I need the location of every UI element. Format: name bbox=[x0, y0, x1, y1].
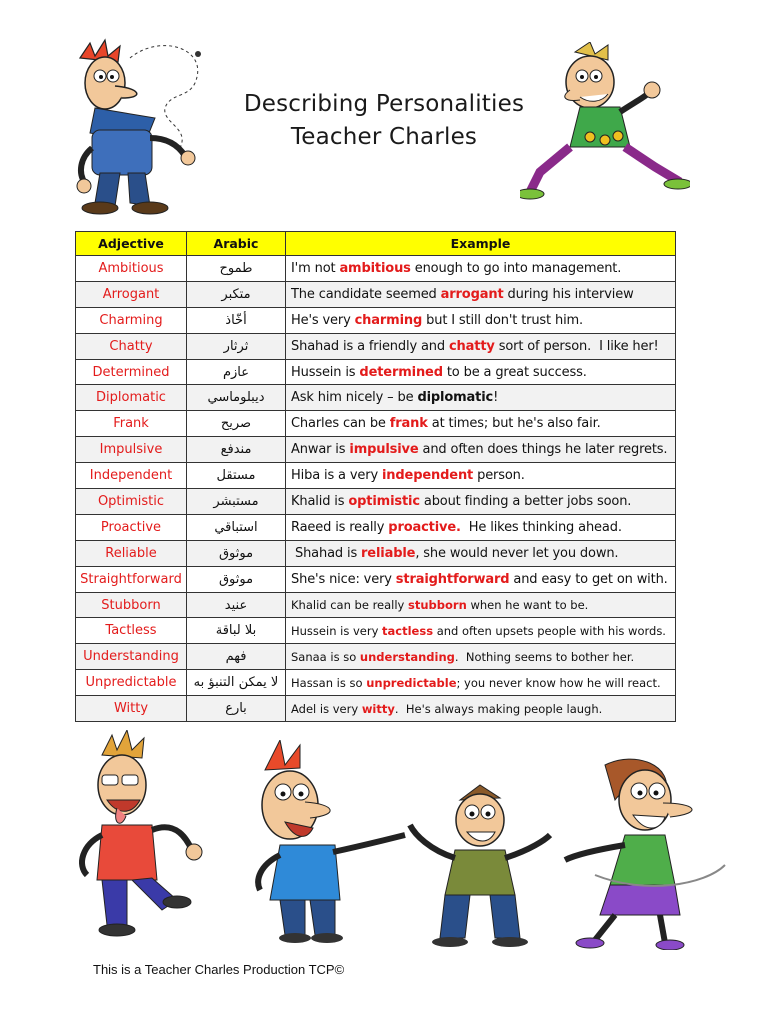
cartoon-shrugging-man-illustration bbox=[405, 780, 555, 950]
adjective-cell: Chatty bbox=[76, 333, 187, 359]
example-cell bbox=[286, 437, 676, 463]
table-row bbox=[76, 437, 676, 463]
example-text-after: but I still don't trust him. bbox=[422, 312, 584, 328]
example-text-before: I'm not bbox=[291, 260, 340, 276]
example-text-before: Raeed is really bbox=[291, 519, 389, 535]
adjective-cell: Ambitious bbox=[76, 256, 187, 282]
example-text-after: sort of person. I like her! bbox=[494, 338, 659, 354]
example-text-before: Adel is very bbox=[291, 701, 362, 716]
example-text-after: and easy to get on with. bbox=[509, 571, 668, 587]
example-cell bbox=[286, 644, 676, 670]
example-cell bbox=[286, 359, 676, 385]
adjective-cell: Diplomatic bbox=[76, 385, 187, 411]
example-text-before: Charles can be bbox=[291, 416, 390, 432]
table-row bbox=[76, 281, 676, 307]
table-row bbox=[76, 411, 676, 437]
adjective-cell: Straightforward bbox=[76, 566, 187, 592]
example-text-before: Sanaa is so bbox=[291, 649, 360, 664]
example-cell bbox=[286, 281, 676, 307]
table-header-row bbox=[76, 232, 676, 256]
example-text-before: The candidate seemed bbox=[291, 286, 441, 302]
cartoon-laughing-woman-illustration bbox=[555, 755, 735, 950]
table-row bbox=[76, 359, 676, 385]
table-row bbox=[76, 514, 676, 540]
example-text-after: . Nothing seems to bother her. bbox=[454, 649, 635, 664]
table-row bbox=[76, 333, 676, 359]
arabic-cell: ثرثار bbox=[187, 333, 286, 359]
example-keyword: impulsive bbox=[349, 442, 419, 458]
example-text-before: Hassan is so bbox=[291, 675, 367, 690]
example-text-after: and often upsets people with his words. bbox=[433, 623, 666, 638]
example-cell bbox=[286, 333, 676, 359]
example-text-before: She's nice: very bbox=[291, 571, 396, 587]
arabic-cell: فهم bbox=[187, 644, 286, 670]
example-text-after: , she would never let you down. bbox=[415, 545, 619, 561]
table-row bbox=[76, 644, 676, 670]
example-keyword: optimistic bbox=[348, 493, 420, 509]
column-header-arabic: Arabic bbox=[187, 232, 286, 256]
arabic-cell: لا يمكن التنبؤ به bbox=[187, 670, 286, 696]
table-row bbox=[76, 463, 676, 489]
example-text-after: ; you never know how he will react. bbox=[456, 675, 661, 690]
example-keyword: witty bbox=[361, 701, 395, 716]
example-text-after: He likes thinking ahead. bbox=[460, 519, 622, 535]
example-text-after: about finding a better jobs soon. bbox=[419, 493, 632, 509]
example-keyword: ambitious bbox=[339, 260, 411, 276]
arabic-cell: صريح bbox=[187, 411, 286, 437]
table-row bbox=[76, 489, 676, 515]
arabic-cell: أخّاذ bbox=[187, 307, 286, 333]
arabic-cell: مندفع bbox=[187, 437, 286, 463]
example-text-before: Hiba is a very bbox=[291, 468, 382, 484]
table-row bbox=[76, 566, 676, 592]
example-cell bbox=[286, 566, 676, 592]
example-keyword: unpredictable bbox=[366, 675, 457, 690]
adjective-cell: Witty bbox=[76, 696, 187, 722]
arabic-cell: عازم bbox=[187, 359, 286, 385]
example-text-before: Hussein is very bbox=[291, 623, 383, 638]
column-header-example: Example bbox=[286, 232, 676, 256]
example-text-after: to be a great success. bbox=[442, 364, 587, 380]
adjective-cell: Understanding bbox=[76, 644, 187, 670]
adjective-cell: Impulsive bbox=[76, 437, 187, 463]
arabic-cell: بارع bbox=[187, 696, 286, 722]
adjective-cell: Charming bbox=[76, 307, 187, 333]
example-text-after: person. bbox=[473, 468, 525, 484]
example-keyword: chatty bbox=[448, 338, 495, 354]
adjective-cell: Proactive bbox=[76, 514, 187, 540]
example-text-before: Shahad is bbox=[291, 545, 362, 561]
example-text-after: and often does things he later regrets. bbox=[418, 442, 668, 458]
adjective-cell: Optimistic bbox=[76, 489, 187, 515]
example-cell bbox=[286, 385, 676, 411]
example-text-before: Khalid is bbox=[291, 493, 349, 509]
arabic-cell: ديبلوماسي bbox=[187, 385, 286, 411]
example-text-before: Khalid can be really bbox=[291, 598, 409, 613]
example-keyword: determined bbox=[359, 364, 443, 380]
table-body bbox=[76, 256, 676, 722]
footer-credit: This is a Teacher Charles Production TCP© bbox=[93, 962, 345, 977]
adjective-cell: Arrogant bbox=[76, 281, 187, 307]
table-row bbox=[76, 540, 676, 566]
example-text-after: enough to go into management. bbox=[410, 260, 622, 276]
example-cell bbox=[286, 307, 676, 333]
arabic-cell: موثوق bbox=[187, 566, 286, 592]
title-line-2: Teacher Charles bbox=[290, 124, 478, 150]
example-keyword: straightforward bbox=[395, 571, 510, 587]
example-keyword: understanding bbox=[359, 649, 455, 664]
cartoon-laughing-man-illustration bbox=[62, 730, 222, 945]
example-text-after: . He's always making people laugh. bbox=[394, 701, 603, 716]
example-text-after: ! bbox=[493, 390, 499, 406]
example-text-after: when he want to be. bbox=[466, 598, 589, 613]
example-text-before: He's very bbox=[291, 312, 355, 328]
example-cell bbox=[286, 411, 676, 437]
example-text-before: Hussein is bbox=[291, 364, 360, 380]
table-row bbox=[76, 696, 676, 722]
example-text-before: Shahad is a friendly and bbox=[291, 338, 449, 354]
adjective-cell: Frank bbox=[76, 411, 187, 437]
example-text-after: at times; but he's also fair. bbox=[427, 416, 601, 432]
example-keyword: arrogant bbox=[440, 286, 504, 302]
arabic-cell: موثوق bbox=[187, 540, 286, 566]
example-cell bbox=[286, 696, 676, 722]
example-cell bbox=[286, 618, 676, 644]
example-keyword: diplomatic bbox=[417, 390, 494, 406]
example-keyword: reliable bbox=[361, 545, 416, 561]
arabic-cell: استباقي bbox=[187, 514, 286, 540]
vocabulary-table bbox=[75, 231, 676, 722]
example-text-before: Ask him nicely – be bbox=[291, 390, 418, 406]
title-line-1: Describing Personalities bbox=[243, 91, 525, 117]
example-keyword: frank bbox=[389, 416, 428, 432]
example-text-before: Anwar is bbox=[291, 442, 350, 458]
adjective-cell: Determined bbox=[76, 359, 187, 385]
example-keyword: proactive. bbox=[388, 519, 461, 535]
cartoon-running-man-illustration bbox=[520, 42, 690, 202]
example-text-after: during his interview bbox=[503, 286, 634, 302]
arabic-cell: متكبر bbox=[187, 281, 286, 307]
table-row bbox=[76, 385, 676, 411]
adjective-cell: Tactless bbox=[76, 618, 187, 644]
arabic-cell: عنيد bbox=[187, 592, 286, 618]
example-cell bbox=[286, 592, 676, 618]
table-row bbox=[76, 307, 676, 333]
table-row bbox=[76, 670, 676, 696]
adjective-cell: Independent bbox=[76, 463, 187, 489]
example-cell bbox=[286, 670, 676, 696]
table-row bbox=[76, 592, 676, 618]
adjective-cell: Reliable bbox=[76, 540, 187, 566]
example-keyword: charming bbox=[354, 312, 423, 328]
example-cell bbox=[286, 463, 676, 489]
cartoon-confused-man-illustration bbox=[245, 740, 415, 945]
example-cell bbox=[286, 256, 676, 282]
arabic-cell: طموح bbox=[187, 256, 286, 282]
adjective-cell: Unpredictable bbox=[76, 670, 187, 696]
example-keyword: independent bbox=[381, 468, 474, 484]
example-cell bbox=[286, 540, 676, 566]
example-cell bbox=[286, 489, 676, 515]
arabic-cell: مستقل bbox=[187, 463, 286, 489]
arabic-cell: بلا لباقة bbox=[187, 618, 286, 644]
adjective-cell: Stubborn bbox=[76, 592, 187, 618]
table-row bbox=[76, 618, 676, 644]
column-header-adjective: Adjective bbox=[76, 232, 187, 256]
example-cell bbox=[286, 514, 676, 540]
arabic-cell: مستبشر bbox=[187, 489, 286, 515]
example-keyword: stubborn bbox=[408, 598, 467, 613]
cartoon-worried-man-illustration bbox=[70, 38, 210, 218]
table-row bbox=[76, 256, 676, 282]
example-keyword: tactless bbox=[382, 623, 434, 638]
